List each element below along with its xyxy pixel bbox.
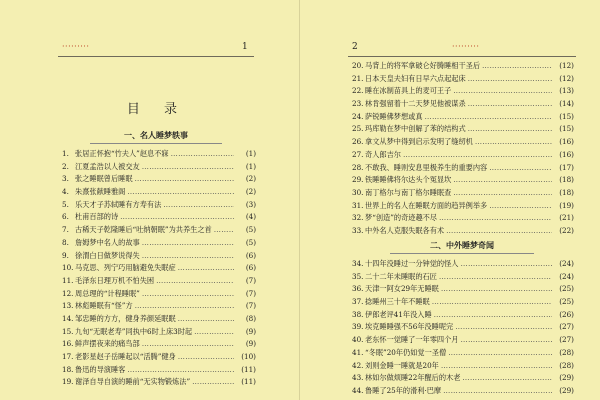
toc-entry[interactable] [352,360,574,373]
toc-entry-title: 萨锐睡佛梦想或真 [365,111,423,121]
toc-leader-dots [468,123,552,136]
toc-entry-page: (11) [241,377,256,387]
toc-entry-page: (1) [245,149,256,158]
toc-entry-number: 25. [352,124,364,134]
toc-leader-dots [425,111,552,124]
toc-entry-title: 奇人郎吉尔 [365,149,401,159]
toc-entry-title: 鲁睡了25年的滑利·巴摩 [365,385,442,395]
toc-entry-title: 天津一阿女29年无睡眠 [365,284,439,294]
right-toc-list-b [352,258,574,398]
toc-entry[interactable] [62,300,256,313]
toc-entry-page: (28) [559,347,574,357]
toc-leader-dots [453,187,552,200]
toc-entry-number: 32. [352,213,364,223]
toc-entry-page: (5) [245,225,256,235]
toc-entry-title: 九旬“无眠老寿”同执中6时上床3时起 [75,326,193,336]
toc-entry[interactable] [62,376,256,389]
toc-entry-page: (15) [559,124,574,134]
toc-entry[interactable] [352,271,574,284]
toc-entry[interactable] [352,73,574,86]
toc-entry[interactable] [62,161,256,174]
toc-entry-number: 11. [62,275,74,285]
toc-entry[interactable] [352,200,574,213]
toc-entry-number: 31. [352,200,364,210]
toc-entry[interactable] [352,385,574,398]
toc-entry-title: 邹忠睡的方方，健身养颜延眠眠 [75,313,176,323]
right-header-rule [348,56,576,57]
toc-entry-number: 18. [62,364,74,374]
toc-entry-page: (21) [559,213,574,223]
toc-entry-title: 朱熹张献睡雅阁 [75,187,126,197]
toc-leader-dots [443,385,552,398]
toc-entry-number: 24. [352,111,364,121]
toc-entry-number: 30. [352,187,364,197]
right-page-number: 2 [352,42,358,52]
toc-entry-number: 3. [62,174,69,184]
toc-entry-number: 22. [352,86,364,96]
toc-entry-page: (9) [245,326,256,336]
toc-entry-title: 日本天皇夫妇有日早六点起起床 [365,73,466,83]
toc-entry-number: 1. [62,149,69,158]
toc-entry-title: 鲜声摆夜来的痛鸟部 [75,339,140,349]
toc-leader-dots [460,258,552,271]
toc-entry-page: (24) [559,271,574,281]
toc-entry-number: 2. [62,161,69,171]
toc-entry[interactable] [352,309,574,322]
toc-entry-number: 26. [352,137,364,147]
toc-entry-page: (12) [559,73,574,83]
toc-entry-number: 13. [62,301,74,311]
left-page-number: 1 [242,42,248,52]
toc-leader-dots [462,372,552,385]
toc-entry[interactable] [62,250,256,263]
toc-leader-dots [142,338,234,351]
toc-entry[interactable] [352,98,574,111]
toc-entry-title: “冬眠”20年仍如觉一圣僧 [365,347,447,357]
toc-entry-page: (18) [559,175,574,185]
toc-entry-title: 中外名人克服失眠各有术 [365,225,445,235]
toc-entry-number: 6. [62,212,69,222]
toc-leader-dots [434,309,552,322]
toc-entry-title: 张居正怀抱“竹夫人”赵息不寐 [75,149,169,158]
toc-entry-page: (7) [245,301,256,311]
toc-entry[interactable] [352,60,574,73]
toc-entry[interactable] [62,148,256,161]
toc-entry-page: (2) [245,187,256,197]
toc-entry-title: 南丁格尔与南丁格尔睡眠查 [365,187,452,197]
toc-entry-title: 埃克睡睡强不56年没睡呢完 [365,322,454,332]
toc-entry[interactable] [352,187,574,200]
toc-entry-page: (1) [245,161,256,171]
toc-leader-dots [214,224,234,237]
toc-leader-dots [455,321,552,334]
toc-entry-page: (27) [559,322,574,332]
toc-entry-title: 谢泽自导自演的睡前“无实物锻炼法” [75,377,191,387]
toc-entry-page: (6) [245,263,256,273]
toc-entry[interactable] [352,174,574,187]
toc-entry-number: 20. [352,61,364,70]
toc-entry-number: 29. [352,175,364,185]
toc-entry-number: 5. [62,199,69,209]
toc-entry-page: (7) [245,288,256,298]
toc-leader-dots [403,149,552,162]
toc-entry-page: (25) [559,284,574,294]
toc-leader-dots [127,186,234,199]
toc-entry-page: (17) [559,162,574,172]
toc-entry-title: 二十二年未睡眠的石匠 [365,271,437,281]
toc-entry-page: (29) [559,373,574,383]
toc-entry-number: 38. [352,309,364,319]
toc-entry[interactable] [352,162,574,175]
toc-leader-dots [432,296,552,309]
toc-entry[interactable] [352,212,574,225]
toc-entry[interactable] [352,283,574,296]
toc-entry-number: 36. [352,284,364,294]
toc-leader-dots [453,174,552,187]
toc-entry-title: 十四年没睡过一分钟觉的怪人 [365,259,459,268]
toc-entry-title: 老影星赵子岳睡起以“活腾”健身 [75,352,176,361]
toc-entry[interactable] [352,123,574,136]
toc-leader-dots [142,288,234,301]
toc-leader-dots [453,85,552,98]
toc-entry-title: 詹姆梦中名人的故事 [75,237,140,247]
toc-entry-title: 老东怀一觉睡了一年零四个月 [365,335,459,345]
toc-leader-dots [135,300,234,313]
toc-entry-title: 杜甫百部的诗 [75,212,119,222]
toc-entry-title: 张之睡眠曾后睡眠 [75,174,133,184]
toc-entry[interactable] [352,225,574,238]
toc-leader-dots [163,199,234,212]
toc-entry-page: (10) [241,352,256,361]
toc-entry-page: (3) [245,199,256,209]
toc-entry-title: 林肯强留着十二天梦见他被谋杀 [365,99,466,109]
toc-entry-number: 35. [352,271,364,281]
toc-entry-page: (22) [559,225,574,235]
toc-entry-number: 16. [62,339,74,349]
toc-entry-number: 41. [352,347,364,357]
toc-leader-dots [439,212,552,225]
left-header-rule [58,56,254,57]
toc-entry-page: (24) [559,259,574,268]
toc-entry-number: 12. [62,288,74,298]
toc-entry[interactable] [62,275,256,288]
toc-entry-title: 拿文从梦中得到启示发明了缝纫机 [365,137,473,147]
left-header-dots: ········· [62,42,90,51]
right-section-rule [390,253,534,254]
toc-entry-number: 19. [62,377,74,387]
toc-entry-page: (16) [559,149,574,159]
toc-entry-title: 伊郎老评41年没入睡 [365,309,432,319]
toc-entry[interactable] [62,173,256,186]
toc-entry[interactable] [352,111,574,124]
toc-leader-dots [142,161,234,174]
toc-entry-page: (16) [559,137,574,147]
toc-entry[interactable] [352,136,574,149]
toc-entry-page: (6) [245,250,256,260]
toc-leader-dots [489,162,552,175]
toc-entry-page: (4) [245,212,256,222]
toc-entry-page: (5) [245,237,256,247]
toc-entry-number: 40. [352,335,364,345]
toc-leader-dots [439,271,552,284]
toc-entry-number: 28. [352,162,364,172]
toc-entry-page: (14) [559,99,574,109]
toc-entry-page: (19) [559,200,574,210]
toc-entry-title: 不敢我、睡则安息里极养生的重要内容 [365,162,488,172]
toc-entry[interactable] [62,288,256,301]
toc-entry-title: 乐天才子苏轼睡有方寿有法 [75,199,162,209]
toc-leader-dots [194,326,234,339]
toc-entry[interactable] [352,334,574,347]
toc-entry[interactable] [352,296,574,309]
toc-entry-number: 42. [352,360,364,370]
toc-entry-number: 33. [352,225,364,235]
toc-entry[interactable] [62,262,256,275]
toc-entry-title: 梦“创造”的奇迹趣不尽 [365,213,438,223]
toc-entry-number: 27. [352,149,364,159]
toc-entry-number: 21. [352,73,364,83]
toc-leader-dots [178,262,234,275]
toc-entry[interactable] [352,258,574,271]
toc-leader-dots [489,200,552,213]
toc-entry-title: 睡在冰制苗具上的麦可王子 [365,86,452,96]
toc-entry[interactable] [352,372,574,385]
toc-entry[interactable] [62,186,256,199]
toc-leader-dots [142,237,234,250]
toc-entry-page: (15) [559,111,574,121]
toc-entry[interactable] [352,85,574,98]
toc-entry-number: 44. [352,385,364,395]
toc-entry-page: (12) [559,61,574,70]
toc-entry-page: (7) [245,275,256,285]
right-toc-list-a [352,60,574,238]
toc-entry[interactable] [62,224,256,237]
toc-entry-number: 34. [352,259,364,268]
toc-entry[interactable] [62,351,256,364]
toc-entry[interactable] [352,347,574,360]
toc-entry-page: (18) [559,187,574,197]
toc-leader-dots [178,313,234,326]
toc-entry-page: (26) [559,309,574,319]
toc-leader-dots [475,136,552,149]
toc-leader-dots [441,283,552,296]
toc-leader-dots [460,334,552,347]
toc-leader-dots [135,173,234,186]
toc-entry[interactable] [62,338,256,351]
right-section-title: 二、中外睡梦奇闻 [430,240,494,250]
toc-entry-title: 世界上的名人在睡眠方面的趋异例举多 [365,200,488,210]
toc-leader-dots [178,351,234,364]
toc-leader-dots [441,360,552,373]
toc-entry-title: 玛库勒在梦中创解了苯的结构式 [365,124,466,134]
toc-entry-title: 古稀天子乾隆睡后“吐纳朝眠”为共养生之首 [75,225,212,235]
left-section-title: 一、名人睡梦轶事 [124,130,188,140]
toc-entry-number: 43. [352,373,364,383]
toc-entry-title: 刘则金睡一睡就是20年 [365,360,439,370]
toc-entry-number: 9. [62,250,69,260]
toc-entry-page: (9) [245,339,256,349]
toc-entry-page: (8) [245,313,256,323]
toc-entry-title: 马克思、列宁巧用脑避免失眠症 [75,263,176,273]
toc-entry-number: 37. [352,297,364,307]
toc-leader-dots [468,73,552,86]
toc-entry-title: 江夏孟浩以人被交友 [75,161,140,171]
toc-entry-page: (11) [241,364,256,374]
toc-leader-dots [127,364,234,377]
toc-entry-number: 4. [62,187,69,197]
toc-leader-dots [171,148,234,161]
toc-entry[interactable] [62,237,256,250]
toc-entry-title: 徐渭白日做梦说得失 [75,250,140,260]
toc-leader-dots [142,250,234,263]
toc-entry-page: (13) [559,86,574,96]
toc-entry-title: 周总理的“计程睡眠” [75,288,140,298]
left-toc-list [62,148,256,389]
toc-entry-page: (2) [245,174,256,184]
toc-entry-number: 8. [62,237,69,247]
left-section-rule [90,143,222,144]
toc-entry-title: 马背上的将军拿破仑好腾睡相干圣后 [365,61,481,70]
toc-leader-dots [192,376,234,389]
toc-entry-page: (27) [559,335,574,345]
right-page [300,0,600,400]
toc-entry[interactable] [62,211,256,224]
toc-entry-number: 23. [352,99,364,109]
toc-entry[interactable] [352,149,574,162]
toc-entry-number: 10. [62,263,74,273]
toc-entry[interactable] [62,364,256,377]
toc-entry[interactable] [62,199,256,212]
toc-leader-dots [120,211,234,224]
toc-leader-dots [156,275,234,288]
toc-entry-page: (29) [559,385,574,395]
toc-entry-title: 毛泽东日理万机不怕失困 [75,275,155,285]
toc-entry[interactable] [62,326,256,339]
toc-leader-dots [468,98,552,111]
right-header-dots: ········· [452,42,480,51]
toc-entry-title: 铁睡睡佛将尔达头个冤显坎 [365,175,452,185]
toc-entry-number: 7. [62,225,69,235]
toc-entry-title: 鲁迅的导演睡客 [75,364,126,374]
toc-entry-number: 15. [62,326,74,336]
toc-leader-dots [446,225,552,238]
toc-entry-page: (25) [559,297,574,307]
toc-entry[interactable] [62,313,256,326]
toc-entry-number: 14. [62,313,74,323]
toc-entry-number: 17. [62,352,74,361]
toc-entry-title: 林如尔做烦睡22年醒后的木老 [365,373,461,383]
toc-entry-title: 捻睡州三十年不睡眠 [365,297,430,307]
toc-entry-number: 39. [352,322,364,332]
toc-entry-title: 林彪睡眠有“怪”方 [75,301,133,311]
toc-leader-dots [482,60,552,73]
page-title: 目 录 [126,102,188,117]
toc-leader-dots [448,347,552,360]
toc-entry-page: (28) [559,360,574,370]
toc-entry[interactable] [352,321,574,334]
